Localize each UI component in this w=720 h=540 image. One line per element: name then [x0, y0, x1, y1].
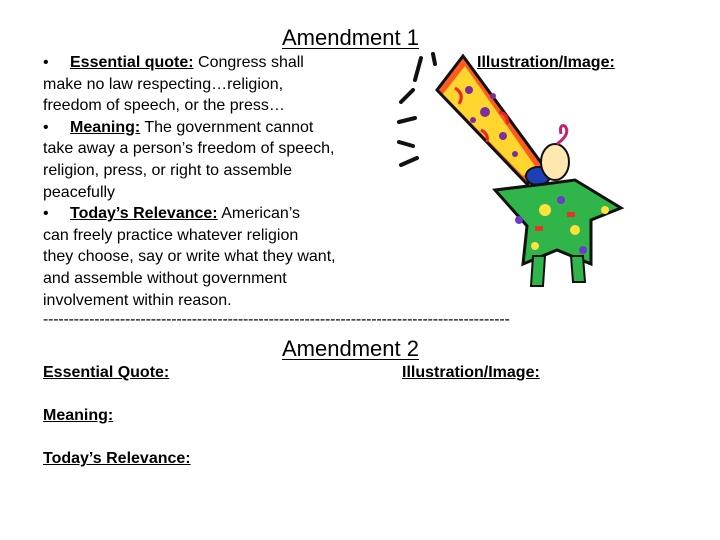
amendment-1-body [43, 52, 403, 311]
essential-quote-text: make no law respecting…religion, [43, 75, 284, 93]
meaning-text: take away a person’s freedom of speech, [43, 140, 335, 158]
relevance-line [43, 203, 403, 225]
meaning-text: peacefully [43, 183, 116, 201]
amendment-2-essential-quote-label: Essential Quote: [43, 364, 170, 381]
megaphone-person-clipart-icon [395, 50, 645, 300]
section-separator: ------------------------------------------------------------------------------------------- [43, 311, 510, 328]
relevance-text: and assemble without government [43, 269, 287, 287]
bullet: • [43, 205, 49, 223]
meaning-text: religion, press, or right to assemble [43, 161, 292, 179]
meaning-label: Meaning: [70, 118, 141, 136]
amendment-2-meaning-label: Meaning: [43, 407, 114, 424]
amendment-1-illustration-label: Illustration/Image: [477, 54, 615, 71]
meaning-line [43, 117, 403, 139]
essential-quote-label: Essential quote: [70, 54, 194, 71]
relevance-text: can freely practice whatever religion [43, 226, 299, 244]
essential-quote-text: freedom of speech, or the press… [43, 97, 285, 115]
amendment-2-relevance-label: Today’s Relevance: [43, 450, 191, 467]
relevance-text: they choose, say or write what they want, [43, 248, 336, 266]
relevance-label: Today’s Relevance: [70, 205, 218, 223]
meaning-text: The government cannot [140, 118, 314, 136]
essential-quote-text: Congress shall [193, 54, 304, 71]
bullet: • [43, 54, 49, 71]
relevance-text: involvement within reason. [43, 291, 232, 309]
essential-quote-line [43, 52, 403, 74]
amendment-1-title: Amendment 1 [282, 25, 419, 50]
amendment-2-title: Amendment 2 [282, 336, 419, 361]
bullet: • [43, 118, 49, 136]
relevance-text: American’s [217, 205, 301, 223]
amendment-2-illustration-label: Illustration/Image: [402, 364, 540, 381]
